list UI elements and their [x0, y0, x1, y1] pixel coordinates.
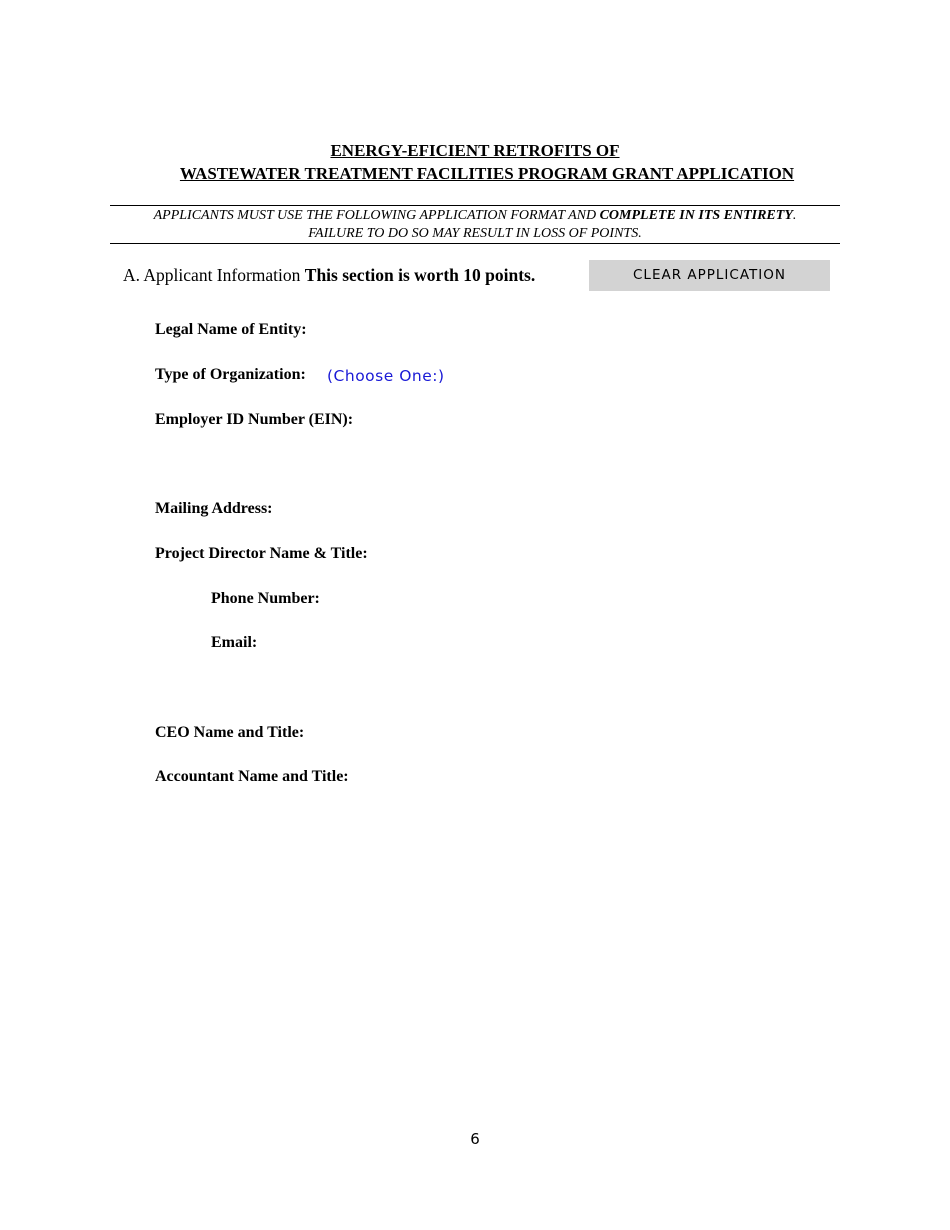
organization-type-label: Type of Organization:: [155, 366, 306, 383]
ceo-name-label: CEO Name and Title:: [155, 724, 305, 741]
phone-number-label: Phone Number:: [211, 590, 320, 607]
document-title-line-2: [12, 162, 950, 185]
application-format-notice: [110, 205, 840, 244]
accountant-name-label: Accountant Name and Title:: [155, 768, 349, 785]
notice-period: .: [792, 208, 797, 223]
notice-emphasis: COMPLETE IN ITS ENTIRETY: [599, 208, 793, 223]
section-points-note: This section is worth 10 points.: [304, 265, 536, 285]
notice-part-1: APPLICANTS MUST USE THE FOLLOWING APPLICATION FORMAT AND: [153, 208, 600, 223]
page-number: 6: [470, 1130, 480, 1148]
legal-name-label: Legal Name of Entity:: [155, 321, 307, 338]
clear-application-button[interactable]: CLEAR APPLICATION: [589, 260, 830, 291]
notice-line-1: [110, 207, 840, 225]
section-title: A. Applicant Information: [123, 265, 305, 285]
project-director-label: Project Director Name & Title:: [155, 545, 368, 562]
mailing-address-label: Mailing Address:: [155, 500, 273, 517]
notice-line-2: FAILURE TO DO SO MAY RESULT IN LOSS OF POINTS.: [308, 226, 642, 241]
organization-type-dropdown[interactable]: (Choose One:): [327, 367, 445, 385]
title-line-2-text: WASTEWATER TREATMENT FACILITIES PROGRAM GRANT APPLICATION: [179, 164, 795, 183]
ein-label: Employer ID Number (EIN):: [155, 411, 354, 428]
title-line-1-text: ENERGY-EFICIENT RETROFITS OF: [330, 141, 620, 160]
email-label: Email:: [211, 634, 258, 651]
document-title-line-1: [0, 139, 950, 162]
section-heading: [123, 264, 535, 286]
